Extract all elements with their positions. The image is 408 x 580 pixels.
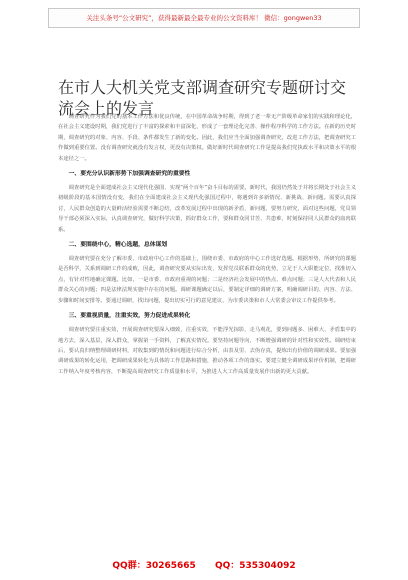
footer-contact — [0, 560, 408, 572]
footer-qq-group: QQ群：30265665 — [112, 561, 196, 571]
paragraph: 调查研究作为我们党的基本工作方法和优良传统，在中国革命战争时期，得到了老一辈无产阶级革命家们的实践和理论化，在社会主义建设时期，我们党进行了丰富的探索和丰富深化，形成了一套理论化完善、操作程序科学的工作方法。在新的历史时期，调查研究的对象、内容、手段、条件都发生了新的变化。因此，我们应当全面加强调查研究，改进工作方法，把调查研究工作做到重要位置。没有调查研究就没有发言权，更没有决策权。做好新时代调查研究工作是提高我们党执政水平和决策水平的根本途径之一。 — [58, 114, 356, 162]
section-heading: 一、要充分认识新形势下加强调查研究的重要性 — [68, 171, 191, 178]
document-body — [58, 112, 356, 379]
paragraph: 调查研究是全面建成社会主义现代化强国、实现“两个百年”奋斗目标的需要。新时代，我国仍然处于并将长期处于社会主义初级阶段的基本国情没有变，我们在全面建成社会主义现代化强国过程中，将遇到许多新情况、新挑战、新问题。需要认真探讨，人民群众创造的大量鲜活经验需要不断总结，改革发展过程中出现的新矛盾，新问题，要努力研究，面对这些问题，党员领导干部必须深入实际，认真调查研究，做好科学决策，抓好群众工作，要和群众同甘苦、共患难，时刻保持同人民群众的血肉联系。 — [58, 185, 356, 233]
page-title: 在市人大机关党支部调查研究专题研讨交流会上的发言 — [58, 77, 347, 118]
section-heading: 二、要围绕中心，精心选题，总体谋划 — [68, 242, 168, 249]
top-banner: 关注头条号“公文研究”，获得最新最全最专业的公文资料库！ 微信：gongwen33 — [48, 8, 360, 28]
footer-qq: QQ：535304092 — [214, 561, 296, 571]
paragraph: 调查研究要注重实效，开展调查研究要深入细致，注重实效，不能浮光掠影，走马观花，要到问题多、困难大、矛盾集中的地方去，深入基层，深入群众，掌握第一手资料，了解真实情况。要坚持问题导向，不断增强调研的针对性和实效性。调研结束后，要认真归纳整理调研材料，对收集到的情况和问题进行综合分析，由表及里、去伪存真，提炼出有价值的调研成果。要加强调研成果的转化运用，把调研成果转化为具体的工作思路和措施，推动各项工作的落实。要建立健全调研成果评价机制，把调研工作纳入年度考核内容，不断提高调查研究工作质量和水平，为推进人大工作高质量发展作出新的更大贡献。 — [58, 327, 356, 375]
paragraph: 调查研究要在充分了解市委、市政府中心工作的基础上，围绕市委、市政府的中心工作选好选题。根据形势，所研究的课题是否科学，关系到调研工作的成败，因此，调查研究要从实际出发，发挥党员联系群众的优势，立足于人大职能定位，找准切入点，有针对性地确定课题。比如，一是市委、市政府重视的问题；二是经济社会发展中的热点、难点问题；三是人大代表和人民群众关心的问题；四是法律法规实施中存在的问题。调研课题确定以后，要制定详细的调研方案，明确调研目的、内容、方法、步骤和时间安排等。要通过调研，找出问题，提出切实可行的意见建议，为市委决策和市人大常委会审议工作提供参考。 — [58, 256, 356, 304]
section-heading: 三、要重视质量，注重实效，努力促进成果转化 — [68, 313, 191, 320]
